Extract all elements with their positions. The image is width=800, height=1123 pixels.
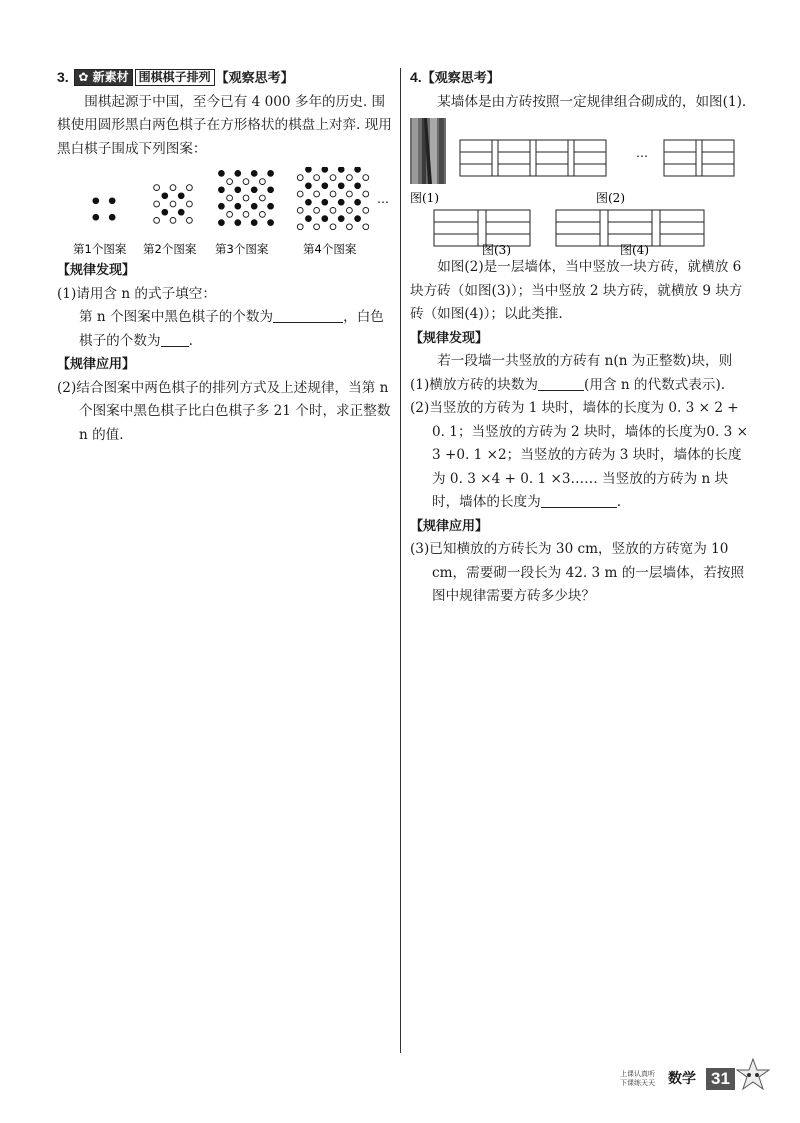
horizontal-brick	[702, 164, 734, 176]
white-stone	[347, 208, 353, 214]
q3-intro: 围棋起源于中国，至今已有 4 000 多年的历史. 围棋使用圆形黑白两色棋子在方形格状的棋盘上对弈. 现用黑白棋子围成下列图案：	[57, 93, 392, 157]
horizontal-brick	[608, 210, 652, 222]
black-stone	[306, 199, 312, 205]
page-number: 31	[706, 1068, 735, 1090]
q4-observe-tag: 【观察思考】	[421, 71, 500, 86]
q3-part1-line1: 第 n 个图案中黑色棋子的个数为 ，白色	[79, 309, 384, 325]
horizontal-brick	[660, 234, 704, 246]
horizontal-brick	[574, 140, 606, 152]
black-stone	[93, 198, 99, 204]
answer-blank-horizontal[interactable]	[538, 376, 584, 391]
q4-apply-heading: 【规律应用】	[410, 518, 489, 534]
horizontal-brick	[556, 210, 600, 222]
vertical-brick	[568, 140, 574, 176]
horizontal-brick	[486, 222, 530, 234]
fig4-label: 图(4)	[620, 243, 649, 256]
horizontal-brick	[536, 164, 568, 176]
black-stone	[109, 214, 115, 220]
white-stone	[154, 185, 160, 191]
vertical-brick	[652, 210, 660, 246]
vertical-brick	[530, 140, 536, 176]
go-stone-patterns	[57, 167, 392, 259]
white-stone	[297, 191, 303, 197]
black-stone	[355, 183, 361, 189]
black-stone	[162, 209, 168, 215]
white-stone	[154, 201, 160, 207]
black-stone	[93, 214, 99, 220]
q3-apply-heading: 【规律应用】	[57, 357, 136, 372]
new-material-tag: ✿ 新素材	[74, 69, 132, 86]
black-stone	[322, 183, 328, 189]
horizontal-brick	[608, 222, 652, 234]
footer-slogan: 上课认真听 下课练天天	[620, 1070, 655, 1087]
black-stone	[235, 171, 241, 177]
black-stone	[268, 203, 274, 209]
q3-number: 3.	[57, 69, 69, 85]
black-stone	[219, 171, 225, 177]
white-stone	[330, 191, 336, 197]
horizontal-brick	[556, 234, 600, 246]
pattern-ellipsis: …	[377, 192, 389, 206]
white-stone	[170, 218, 176, 224]
q4-part3: (3)已知横放的方砖长为 30 cm，竖放的方砖宽为 10 cm，需要砌一段长为 42. 3 m 的一层墙体，若按照图中规律需要方砖多少块？	[410, 541, 745, 604]
black-stone	[251, 220, 257, 226]
wall-ellipsis: …	[636, 146, 648, 160]
black-stone	[178, 193, 184, 199]
white-stone	[347, 191, 353, 197]
black-stone	[338, 216, 344, 222]
black-stone	[251, 187, 257, 193]
q4-part2: (2)当竖放的方砖为 1 块时，墙体的长度为 0. 3 × 2 + 0. 1；当竖放的方砖为 2 块时，墙体的长度为0. 3 × 3 +0. 1 ×2；当竖放的方砖为 3 块时，墙体的长度为 0. 3 ×4 + 0. 1 ×3…… 当竖放的方砖为 n 块时，墙体的长度为 .	[410, 400, 748, 510]
black-stone	[109, 198, 115, 204]
black-stone	[355, 167, 361, 172]
horizontal-brick	[434, 234, 478, 246]
black-stone	[268, 220, 274, 226]
q3-header	[57, 66, 392, 91]
black-stone	[235, 203, 241, 209]
black-stone	[322, 199, 328, 205]
q4-discover-heading: 【规律发现】	[410, 330, 489, 346]
q4-part1: (1)横放方砖的块数为 (用含 n 的代数式表示).	[410, 376, 726, 393]
fig1-label: 图(1)	[410, 191, 439, 205]
horizontal-brick	[574, 164, 606, 176]
black-stone	[268, 187, 274, 193]
footer-subject: 数学	[668, 1071, 696, 1087]
white-stone	[260, 212, 266, 218]
q3-part2: (2)结合图案中两色棋子的排列方式及上述规律，当第 n 个图案中黑色棋子比白色棋子多 21 个时，求正整数 n 的值.	[57, 379, 391, 443]
pattern-label-2: 第2个图案	[143, 242, 197, 256]
vertical-brick	[600, 210, 608, 246]
horizontal-brick	[660, 210, 704, 222]
fig2-label: 图(2)	[596, 191, 625, 205]
topic-tag: 围棋棋子排列	[135, 69, 215, 86]
black-stone	[306, 183, 312, 189]
white-stone	[363, 175, 369, 181]
horizontal-brick	[536, 140, 568, 152]
white-stone	[297, 224, 303, 230]
black-stone	[306, 167, 312, 172]
black-stone	[338, 183, 344, 189]
white-stone	[227, 212, 233, 218]
horizontal-brick	[460, 164, 492, 176]
horizontal-brick	[574, 152, 606, 164]
black-stone	[178, 209, 184, 215]
black-stone	[219, 203, 225, 209]
q3-part1-line2: 棋子的个数为 .	[79, 332, 193, 349]
vertical-brick	[492, 140, 498, 176]
horizontal-brick	[702, 152, 734, 164]
white-stone	[243, 212, 249, 218]
star-mascot-icon	[736, 1058, 770, 1092]
white-stone	[297, 175, 303, 181]
pattern-label-3: 第3个图案	[215, 242, 269, 256]
q4-header	[410, 66, 750, 91]
pattern-label-1: 第1个图案	[73, 242, 127, 256]
page-footer	[620, 1068, 770, 1092]
horizontal-brick	[664, 140, 696, 152]
white-stone	[347, 224, 353, 230]
answer-blank-black[interactable]	[273, 308, 343, 323]
black-stone	[219, 220, 225, 226]
white-stone	[187, 201, 193, 207]
pattern-label-4: 第4个图案	[303, 242, 357, 256]
black-stone	[338, 167, 344, 172]
q3-pattern-figure	[57, 167, 392, 259]
wall-photo	[410, 118, 446, 184]
horizontal-brick	[664, 164, 696, 176]
white-stone	[314, 208, 320, 214]
white-stone	[154, 218, 160, 224]
answer-blank-length[interactable]	[541, 493, 617, 508]
horizontal-brick	[486, 210, 530, 222]
white-stone	[330, 208, 336, 214]
black-stone	[235, 187, 241, 193]
q4-condition: 若一段墙一共竖放的方砖有 n(n 为正整数)块，则	[437, 353, 733, 369]
white-stone	[243, 195, 249, 201]
q4-description: 如图(2)是一层墙体，当中竖放一块方砖，就横放 6 块方砖（如图(3)）；当中竖放 2 块方砖，就横放 9 块方砖（如图(4)）；以此类推.	[410, 259, 743, 322]
white-stone	[170, 201, 176, 207]
white-stone	[170, 185, 176, 191]
black-stone	[322, 216, 328, 222]
white-stone	[227, 195, 233, 201]
black-stone	[268, 171, 274, 177]
horizontal-brick	[536, 152, 568, 164]
black-stone	[338, 199, 344, 205]
q4-number: 4.	[410, 69, 422, 85]
vertical-brick	[478, 210, 486, 246]
horizontal-brick	[664, 152, 696, 164]
horizontal-brick	[498, 164, 530, 176]
black-stone	[322, 167, 328, 172]
black-stone	[235, 220, 241, 226]
horizontal-brick	[434, 222, 478, 234]
answer-blank-white[interactable]	[161, 332, 189, 347]
black-stone	[355, 199, 361, 205]
white-stone	[187, 185, 193, 191]
white-stone	[187, 218, 193, 224]
white-stone	[363, 191, 369, 197]
column-divider	[400, 68, 401, 1053]
horizontal-brick	[460, 140, 492, 152]
black-stone	[219, 187, 225, 193]
white-stone	[243, 179, 249, 185]
black-stone	[355, 216, 361, 222]
white-stone	[314, 224, 320, 230]
white-stone	[363, 208, 369, 214]
white-stone	[314, 191, 320, 197]
white-stone	[330, 175, 336, 181]
vertical-brick	[696, 140, 702, 176]
q4-intro: 某墙体是由方砖按照一定规律组合砌成的，如图(1).	[437, 93, 747, 110]
horizontal-brick	[660, 222, 704, 234]
white-stone	[363, 224, 369, 230]
question-3	[57, 66, 392, 447]
fig3-label: 图(3)	[482, 243, 511, 256]
white-stone	[227, 179, 233, 185]
q4-wall-figures	[410, 118, 750, 256]
wall-brick-figures	[410, 118, 750, 256]
horizontal-brick	[498, 140, 530, 152]
question-4	[410, 66, 750, 609]
horizontal-brick	[460, 152, 492, 164]
black-stone	[251, 171, 257, 177]
horizontal-brick	[556, 222, 600, 234]
black-stone	[306, 216, 312, 222]
q3-discover-heading: 【规律发现】	[57, 263, 136, 278]
q3-part1-lead: (1)请用含 n 的式子填空：	[57, 285, 216, 302]
white-stone	[297, 208, 303, 214]
observe-tag: 【观察思考】	[215, 71, 294, 86]
white-stone	[330, 224, 336, 230]
horizontal-brick	[702, 140, 734, 152]
black-stone	[251, 203, 257, 209]
white-stone	[260, 179, 266, 185]
white-stone	[347, 175, 353, 181]
white-stone	[314, 175, 320, 181]
horizontal-brick	[434, 210, 478, 222]
white-stone	[260, 195, 266, 201]
horizontal-brick	[498, 152, 530, 164]
black-stone	[162, 193, 168, 199]
